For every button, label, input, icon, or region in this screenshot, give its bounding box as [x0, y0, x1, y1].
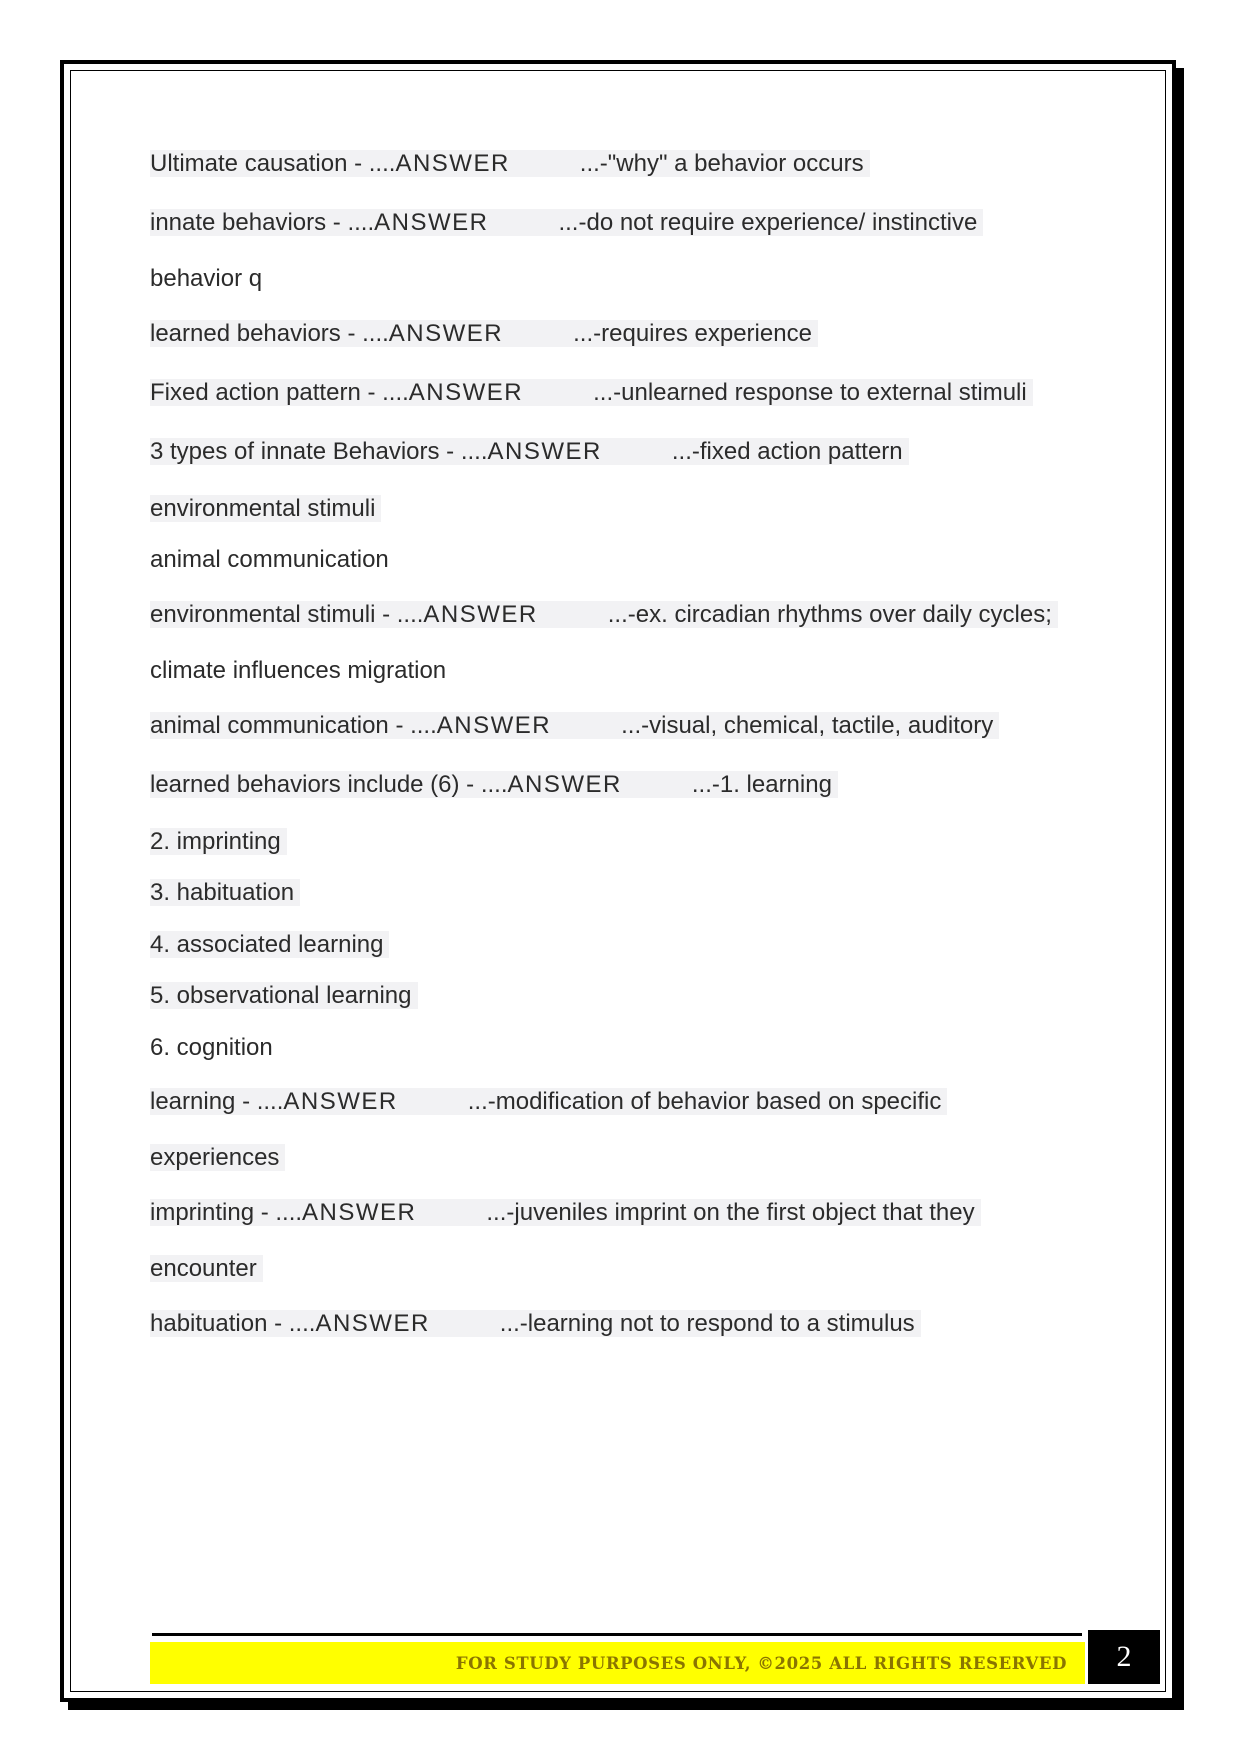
qa-continuation: environmental stimuli [150, 493, 381, 525]
answer-label: ANSWER [487, 438, 602, 465]
qa-entry [150, 207, 983, 239]
qa-continuation: behavior q [150, 265, 263, 292]
qa-entry [150, 148, 870, 180]
qa-term: Ultimate causation - .... [150, 150, 396, 177]
answer-label: ANSWER [374, 209, 489, 236]
footer-bar [150, 1642, 1085, 1684]
answer-label: ANSWER [302, 1199, 417, 1226]
qa-entry [150, 1197, 981, 1229]
answer-label: ANSWER [423, 601, 538, 628]
qa-continuation: climate influences migration [150, 657, 447, 684]
qa-continuation: 6. cognition [150, 1034, 273, 1061]
qa-term: learned behaviors - .... [150, 320, 389, 347]
qa-term: habituation - .... [150, 1310, 316, 1337]
answer-label: ANSWER [283, 1088, 398, 1115]
qa-definition: ...-ex. circadian rhythms over daily cycles; [607, 601, 1052, 628]
qa-definition: ...-do not require experience/ instinctive [558, 209, 978, 236]
qa-term: animal communication - .... [150, 712, 437, 739]
answer-label: ANSWER [315, 1310, 430, 1337]
qa-definition: ...-1. learning [691, 771, 832, 798]
qa-definition: ...-"why" a behavior occurs [579, 150, 864, 177]
qa-continuation: 5. observational learning [150, 980, 418, 1012]
qa-continuation: encounter [150, 1253, 263, 1285]
qa-entry [150, 710, 999, 742]
qa-entry [150, 599, 1058, 631]
answer-label: ANSWER [436, 712, 552, 739]
qa-term: imprinting - .... [150, 1199, 303, 1226]
qa-continuation: 2. imprinting [150, 826, 287, 858]
qa-continuation: animal communication [150, 546, 389, 573]
qa-term: environmental stimuli - .... [150, 601, 424, 628]
answer-label: ANSWER [395, 150, 510, 177]
qa-entry [150, 436, 909, 468]
qa-definition: ...-modification of behavior based on specific [467, 1088, 942, 1115]
qa-term: learning - .... [150, 1088, 284, 1115]
qa-definition: ...-visual, chemical, tactile, auditory [621, 712, 994, 739]
qa-definition: ...-fixed action pattern [671, 438, 903, 465]
qa-term: 3 types of innate Behaviors - .... [150, 438, 488, 465]
qa-term: innate behaviors - .... [150, 209, 375, 236]
qa-entry [150, 1308, 921, 1340]
qa-term: Fixed action pattern - .... [150, 379, 409, 406]
footer-rule [152, 1633, 1082, 1636]
footer-copyright: FOR STUDY PURPOSES ONLY, ©2025 ALL RIGHTS RESERVED [455, 1653, 1067, 1673]
qa-entry [150, 318, 818, 350]
qa-definition: ...-unlearned response to external stimuli [593, 379, 1027, 406]
qa-entry [150, 1086, 947, 1118]
qa-entry [150, 377, 1033, 409]
page-number: 2 [1088, 1630, 1160, 1684]
qa-continuation: 3. habituation [150, 877, 300, 909]
qa-definition: ...-learning not to respond to a stimulus [499, 1310, 915, 1337]
qa-term: learned behaviors include (6) - .... [150, 771, 508, 798]
answer-label: ANSWER [507, 771, 622, 798]
qa-definition: ...-juveniles imprint on the first object that they [486, 1199, 975, 1226]
qa-continuation: 4. associated learning [150, 929, 389, 961]
qa-definition: ...-requires experience [573, 320, 812, 347]
answer-label: ANSWER [388, 320, 504, 347]
qa-entry [150, 769, 838, 801]
qa-continuation: experiences [150, 1142, 285, 1174]
answer-label: ANSWER [408, 379, 524, 406]
